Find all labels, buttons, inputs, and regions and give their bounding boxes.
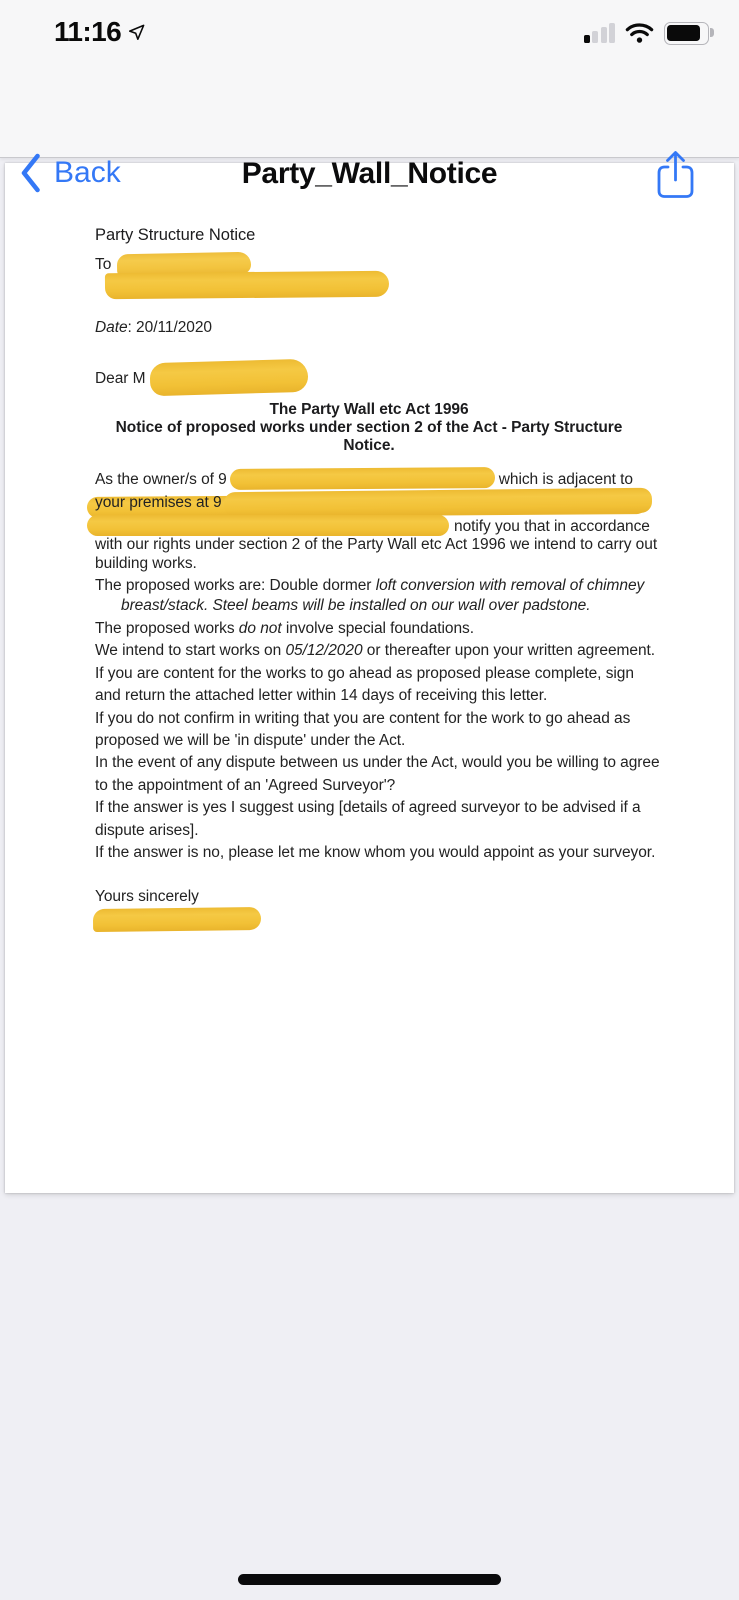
doc-paragraph-proposed-works — [95, 576, 643, 616]
doc-line: to the appointment of an 'Agreed Surveyor'? — [95, 776, 396, 794]
doc-line: building works. — [95, 554, 197, 572]
date-value: : 20/11/2020 — [127, 319, 212, 336]
location-arrow-icon — [127, 23, 146, 42]
redaction-highlight-name — [149, 359, 308, 396]
doc-body-lines — [95, 618, 660, 864]
doc-line: If the answer is no, please let me know whom you would appoint as your surveyor. — [95, 844, 656, 862]
foundations-c: involve special foundations. — [281, 620, 475, 637]
doc-date-line — [95, 318, 643, 338]
doc-line — [95, 576, 643, 596]
doc-line: If the answer is yes I suggest using [details of agreed surveyor to be advised if a — [95, 799, 641, 817]
owners-l1a: As the owner/s of 9 — [95, 471, 227, 488]
notice-heading-line2: Notice. — [343, 437, 395, 454]
doc-line: If you do not confirm in writing that you are content for the work to go ahead as — [95, 709, 631, 727]
cellular-signal-icon — [584, 23, 616, 43]
back-chevron-icon — [20, 153, 41, 193]
start-c: or thereafter upon your written agreement. — [362, 642, 656, 660]
owners-l1b: which is adjacent to — [498, 471, 634, 488]
share-button[interactable] — [656, 149, 695, 205]
act-heading: The Party Wall etc Act 1996 — [269, 401, 469, 418]
owners-l3b: notify you that in accordance — [454, 517, 650, 535]
owners-l2a: your premises at 9 — [95, 493, 222, 511]
doc-line — [95, 468, 643, 490]
status-right-cluster — [584, 21, 710, 45]
doc-closing: Yours sincerely — [95, 888, 199, 906]
doc-line: with our rights under section 2 of the Party Wall etc Act 1996 we intend to carry out — [95, 536, 658, 553]
nav-title: Party_Wall_Notice — [241, 157, 498, 190]
top-chrome — [0, 0, 739, 190]
nav-bar — [0, 60, 739, 190]
doc-line: and return the attached letter within 14 days of receiving this letter. — [95, 687, 548, 705]
status-time: 11:16 — [54, 16, 122, 47]
redaction-highlight-recipient-2 — [105, 271, 389, 299]
doc-bold-headings — [95, 401, 643, 455]
wifi-icon — [625, 22, 654, 44]
status-bar — [0, 0, 739, 60]
foundations-a: The proposed works — [95, 620, 239, 637]
doc-line — [95, 490, 643, 515]
share-icon — [656, 149, 695, 200]
redaction-highlight-address-1 — [230, 467, 495, 490]
battery-icon — [664, 22, 709, 45]
start-a: We intend to start works on — [95, 642, 286, 660]
redaction-highlight-address-2 — [223, 487, 651, 516]
doc-line: dispute arises]. — [95, 821, 199, 839]
doc-line: In the event of any dispute between us under the Act, would you be willing to agree — [95, 754, 660, 772]
doc-paragraph-owners — [95, 468, 658, 573]
start-date-italic: 05/12/2020 — [285, 642, 363, 660]
doc-salutation-line — [95, 361, 643, 394]
salutation-text: Dear M — [95, 370, 146, 387]
document-content — [95, 225, 660, 931]
back-label: Back — [54, 156, 121, 189]
foundations-b-italic: do not — [238, 620, 282, 637]
doc-line: proposed we will be 'in dispute' under the Act. — [95, 732, 406, 750]
works-l1a: The proposed works are: Double dormer — [95, 577, 376, 594]
doc-heading-party-structure-notice: Party Structure Notice — [95, 226, 256, 244]
redaction-highlight-signature — [93, 907, 261, 932]
works-l1b-italic: loft conversion with removal of chimney — [375, 577, 645, 594]
doc-line-foundations — [95, 618, 643, 640]
doc-line-start-works — [95, 640, 656, 662]
back-button[interactable] — [20, 153, 121, 193]
status-left-cluster — [54, 16, 146, 48]
notice-heading-line1: Notice of proposed works under section 2 of the Act - Party Structure — [115, 419, 623, 436]
redaction-highlight-address-3 — [87, 515, 449, 536]
home-indicator[interactable] — [238, 1574, 501, 1585]
document-page[interactable] — [5, 163, 734, 1193]
doc-line — [95, 515, 650, 537]
doc-line: breast/stack. Steel beams will be installed on our wall over padstone. — [121, 597, 591, 614]
to-prefix: To — [95, 256, 112, 273]
date-label: Date — [95, 319, 128, 336]
doc-line: If you are content for the works to go ahead as proposed please complete, sign — [95, 664, 634, 682]
